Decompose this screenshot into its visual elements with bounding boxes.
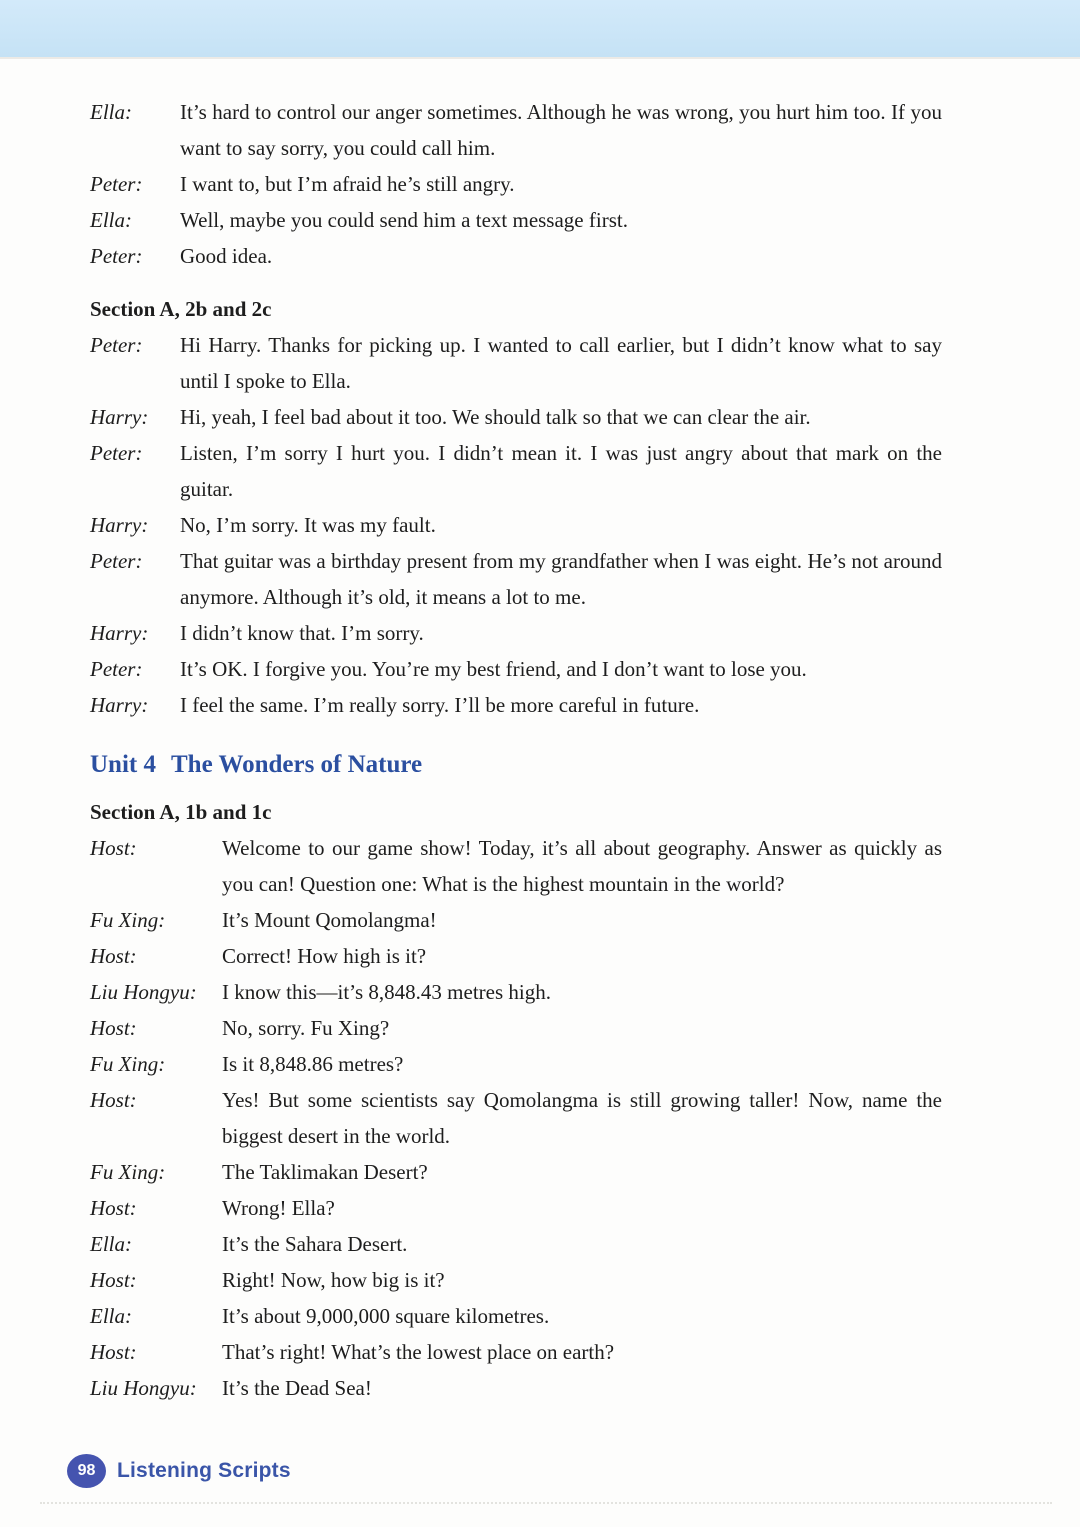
footer-label: Listening Scripts bbox=[117, 1459, 291, 1482]
dialogue-row bbox=[90, 1010, 942, 1046]
speaker-name: Host: bbox=[90, 944, 137, 968]
listening-scripts-page-body bbox=[90, 58, 942, 1406]
dialogue-text: The Taklimakan Desert? bbox=[222, 1160, 428, 1184]
dialogue-row bbox=[90, 238, 942, 274]
speaker-name: Host: bbox=[90, 1016, 137, 1040]
page-number-badge bbox=[67, 1454, 106, 1488]
dialogue-row bbox=[90, 1370, 942, 1406]
page-top-band bbox=[0, 0, 1080, 59]
dialogue-text: Correct! How high is it? bbox=[222, 944, 427, 968]
dialogue-row bbox=[90, 830, 942, 902]
dialogue-row bbox=[90, 651, 942, 687]
speaker-name: Peter: bbox=[90, 333, 143, 357]
speaker-name: Host: bbox=[90, 1088, 137, 1112]
dialogue-row bbox=[90, 202, 942, 238]
dialogue-text: It’s the Dead Sea! bbox=[222, 1376, 372, 1400]
footer bbox=[67, 1454, 291, 1488]
speaker-name: Fu Xing: bbox=[90, 908, 166, 932]
section-heading-1b-1c: Section A, 1b and 1c bbox=[90, 800, 272, 824]
dialogue-text: Right! Now, how big is it? bbox=[222, 1268, 445, 1292]
section-heading-2b-2c: Section A, 2b and 2c bbox=[90, 297, 272, 321]
dialogue-text: Yes! But some scientists say Qomolangma is still growing taller! Now, name the biggest desert in the world. bbox=[222, 1088, 942, 1148]
dialogue-row bbox=[90, 435, 942, 507]
scan-artifact-line bbox=[40, 1502, 1052, 1504]
dialogue-row bbox=[90, 1226, 942, 1262]
dialogue-row bbox=[90, 1334, 942, 1370]
dialogue-text: I know this—it’s 8,848.43 metres high. bbox=[222, 980, 551, 1004]
dialogue-text: It’s about 9,000,000 square kilometres. bbox=[222, 1304, 550, 1328]
speaker-name: Peter: bbox=[90, 549, 143, 573]
dialogue-text: Welcome to our game show! Today, it’s all about geography. Answer as quickly as you can! Question one: What is the highest mountain in the world? bbox=[222, 836, 942, 896]
dialogue-text: I didn’t know that. I’m sorry. bbox=[180, 621, 424, 645]
dialogue-text: It’s Mount Qomolangma! bbox=[222, 908, 437, 932]
dialogue-text: It’s the Sahara Desert. bbox=[222, 1232, 408, 1256]
dialogue-text: Good idea. bbox=[180, 244, 273, 268]
dialogue-text: I want to, but I’m afraid he’s still angry. bbox=[180, 172, 515, 196]
dialogue-text: Listen, I’m sorry I hurt you. I didn’t mean it. I was just angry about that mark on the guitar. bbox=[180, 441, 942, 501]
speaker-name: Peter: bbox=[90, 244, 143, 268]
dialogue-row bbox=[90, 1298, 942, 1334]
speaker-name: Fu Xing: bbox=[90, 1160, 166, 1184]
dialogue-text: Well, maybe you could send him a text message first. bbox=[180, 208, 628, 232]
speaker-name: Liu Hongyu: bbox=[90, 980, 197, 1004]
dialogue-block-peter-harry bbox=[90, 327, 942, 723]
speaker-name: Peter: bbox=[90, 441, 143, 465]
speaker-name: Ella: bbox=[90, 100, 132, 124]
speaker-name: Peter: bbox=[90, 172, 143, 196]
dialogue-text: I feel the same. I’m really sorry. I’ll be more careful in future. bbox=[180, 693, 700, 717]
speaker-name: Host: bbox=[90, 1268, 137, 1292]
dialogue-text: It’s hard to control our anger sometimes. Although he was wrong, you hurt him too. If you want to say sorry, you could call him. bbox=[180, 100, 942, 160]
speaker-name: Harry: bbox=[90, 513, 149, 537]
dialogue-text: It’s OK. I forgive you. You’re my best friend, and I don’t want to lose you. bbox=[180, 657, 807, 681]
speaker-name: Host: bbox=[90, 1196, 137, 1220]
speaker-name: Ella: bbox=[90, 1232, 132, 1256]
dialogue-row bbox=[90, 166, 942, 202]
speaker-name: Host: bbox=[90, 1340, 137, 1364]
unit-title: The Wonders of Nature bbox=[170, 751, 423, 778]
dialogue-row bbox=[90, 1190, 942, 1226]
dialogue-text: That’s right! What’s the lowest place on earth? bbox=[222, 1340, 615, 1364]
speaker-name: Peter: bbox=[90, 657, 143, 681]
dialogue-row bbox=[90, 543, 942, 615]
speaker-name: Ella: bbox=[90, 208, 132, 232]
speaker-name: Host: bbox=[90, 836, 137, 860]
dialogue-row bbox=[90, 902, 942, 938]
dialogue-text: No, sorry. Fu Xing? bbox=[222, 1016, 390, 1040]
unit-heading bbox=[90, 745, 942, 785]
dialogue-text: That guitar was a birthday present from my grandfather when I was eight. He’s not around anymore. Although it’s old, it means a lot to me. bbox=[180, 549, 942, 609]
speaker-name: Fu Xing: bbox=[90, 1052, 166, 1076]
dialogue-row bbox=[90, 938, 942, 974]
dialogue-block-game-show bbox=[90, 830, 942, 1406]
dialogue-row bbox=[90, 507, 942, 543]
speaker-name: Harry: bbox=[90, 405, 149, 429]
dialogue-block-ella-peter bbox=[90, 94, 942, 274]
dialogue-text: Hi, yeah, I feel bad about it too. We should talk so that we can clear the air. bbox=[180, 405, 811, 429]
speaker-name: Ella: bbox=[90, 1304, 132, 1328]
unit-number: Unit 4 bbox=[90, 751, 156, 778]
dialogue-row bbox=[90, 1046, 942, 1082]
speaker-name: Liu Hongyu: bbox=[90, 1376, 197, 1400]
dialogue-row bbox=[90, 687, 942, 723]
dialogue-row bbox=[90, 327, 942, 399]
dialogue-row bbox=[90, 1262, 942, 1298]
dialogue-text: No, I’m sorry. It was my fault. bbox=[180, 513, 436, 537]
speaker-name: Harry: bbox=[90, 621, 149, 645]
dialogue-text: Wrong! Ella? bbox=[222, 1196, 335, 1220]
dialogue-text: Is it 8,848.86 metres? bbox=[222, 1052, 404, 1076]
dialogue-row bbox=[90, 1154, 942, 1190]
dialogue-row bbox=[90, 974, 942, 1010]
dialogue-row bbox=[90, 399, 942, 435]
dialogue-row bbox=[90, 1082, 942, 1154]
page-number: 98 bbox=[77, 1462, 96, 1479]
dialogue-row bbox=[90, 615, 942, 651]
speaker-name: Harry: bbox=[90, 693, 149, 717]
dialogue-text: Hi Harry. Thanks for picking up. I wanted to call earlier, but I didn’t know what to say until I spoke to Ella. bbox=[180, 333, 942, 393]
dialogue-row bbox=[90, 94, 942, 166]
